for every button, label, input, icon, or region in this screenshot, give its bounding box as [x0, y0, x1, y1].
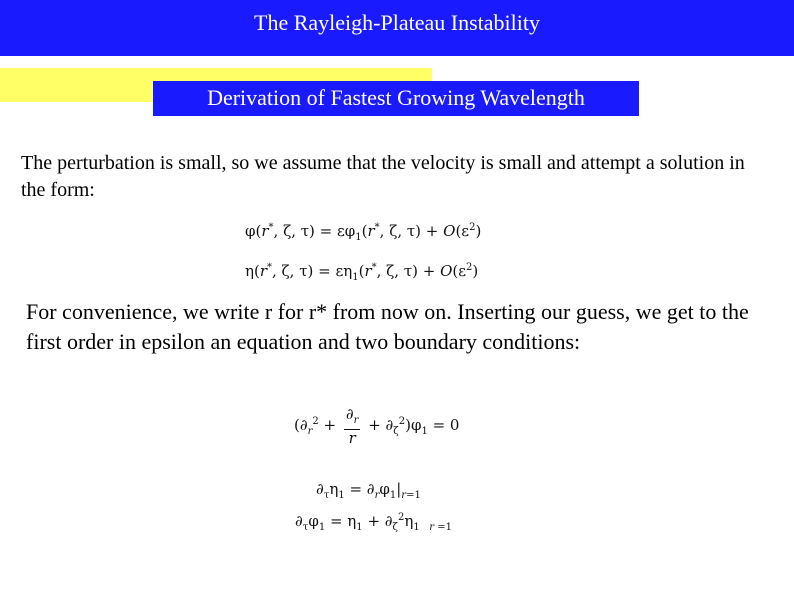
equation-phi-expansion: φ(r*, ζ, $\tau) = \varepsilon\varphi_1(r^*$, ζ, $\tau) + O(\varepsilon^2)$ [245, 222, 482, 243]
intro-paragraph: The perturbation is small, so we assume that the velocity is small and attempt a solution in the form: [21, 152, 745, 201]
convenience-paragraph: For convenience, we write r for r* from now on. Inserting our guess, we get to the first order in epsilon an equation and two boundary conditions: [26, 299, 749, 354]
slide-title: The Rayleigh-Plateau Instability [254, 10, 540, 35]
equation-laplace: ($\partial_r^2$ + $\frac{\partial_r}{r}$ + $\partial_\zeta^2)\varphi_1 = 0$ [294, 405, 460, 447]
equation-kinematic-bc: $\partial_\tau\eta_1 = \partial_r\varphi_1|_{r=1}$ [316, 480, 421, 501]
slide-subtitle: Derivation of Fastest Growing Wavelength [207, 85, 585, 110]
subtitle-box [153, 81, 639, 116]
equation-eta-expansion: η(r*, ζ, $\tau) = \varepsilon\eta_1(r^*$, ζ, $\tau) + O(\varepsilon^2)$ [245, 262, 479, 283]
equation-dynamic-bc: $\partial_\tau\varphi_1 = \eta_1 + \partial_\zeta^2\eta_1$ $_{r =1}$ [295, 512, 452, 533]
